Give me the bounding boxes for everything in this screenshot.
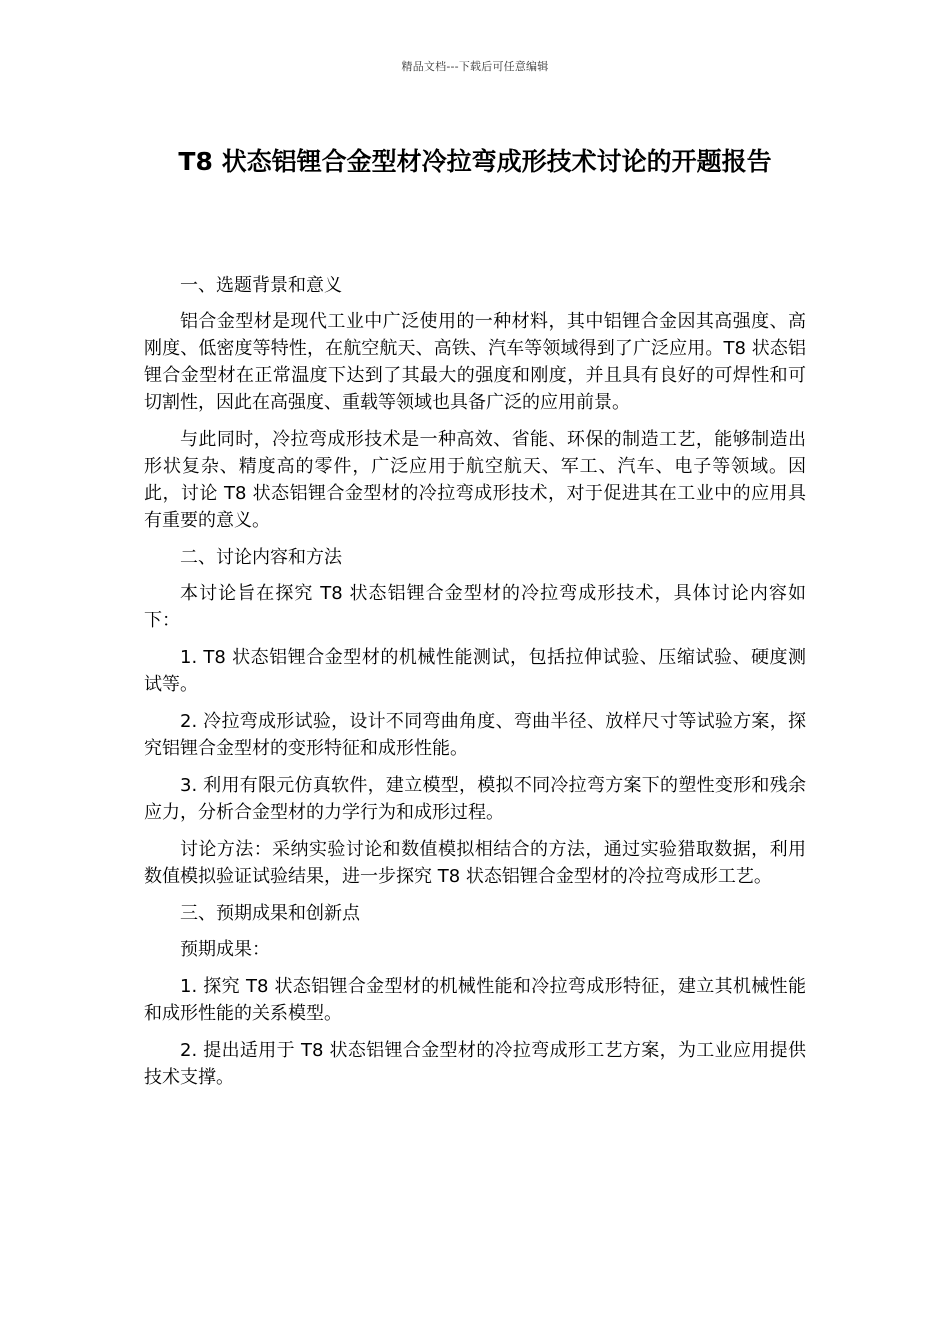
section-heading-background: 一、选题背景和意义 — [180, 275, 342, 296]
paragraph: 预期成果： — [180, 939, 270, 960]
paragraph: 本讨论旨在探究 T8 状态铝锂合金型材的冷拉弯成形技术，具体讨论内容如下： — [144, 583, 806, 631]
list-item: 2. 冷拉弯成形试验，设计不同弯曲角度、弯曲半径、放样尺寸等试验方案，探究铝锂合金型材的变形特征和成形性能。 — [144, 711, 806, 759]
paragraph: 与此同时，冷拉弯成形技术是一种高效、省能、环保的制造工艺，能够制造出形状复杂、精度高的零件，广泛应用于航空航天、军工、汽车、电子等领域。因此，讨论 T8 状态铝锂合金型材的冷拉弯成形技术，对于促进其在工业中的应用具有重要的意义。 — [144, 429, 806, 531]
section-heading-content-method: 二、讨论内容和方法 — [180, 547, 342, 568]
paragraph: 铝合金型材是现代工业中广泛使用的一种材料，其中铝锂合金因其高强度、高刚度、低密度等特性，在航空航天、高铁、汽车等领域得到了广泛应用。T8 状态铝锂合金型材在正常温度下达到了其最大的强度和刚度，并且具有良好的可焊性和可切割性，因此在高强度、重载等领域也具备广泛的应用前景。 — [144, 311, 806, 413]
document-title: T8 状态铝锂合金型材冷拉弯成形技术讨论的开题报告 — [178, 147, 772, 176]
list-item: 2. 提出适用于 T8 状态铝锂合金型材的冷拉弯成形工艺方案，为工业应用提供技术支撑。 — [144, 1040, 806, 1088]
paragraph: 讨论方法：采纳实验讨论和数值模拟相结合的方法，通过实验猎取数据，利用数值模拟验证试验结果，进一步探究 T8 状态铝锂合金型材的冷拉弯成形工艺。 — [144, 839, 806, 887]
document-body — [144, 272, 806, 1101]
list-item: 3. 利用有限元仿真软件，建立模型，模拟不同冷拉弯方案下的塑性变形和残余应力，分析合金型材的力学行为和成形过程。 — [144, 775, 806, 823]
list-item: 1. T8 状态铝锂合金型材的机械性能测试，包括拉伸试验、压缩试验、硬度测试等。 — [144, 647, 806, 695]
list-item: 1. 探究 T8 状态铝锂合金型材的机械性能和冷拉弯成形特征，建立其机械性能和成形性能的关系模型。 — [144, 976, 806, 1024]
header-note: 精品文档---下载后可任意编辑 — [401, 60, 549, 73]
section-heading-outcomes: 三、预期成果和创新点 — [180, 903, 360, 924]
